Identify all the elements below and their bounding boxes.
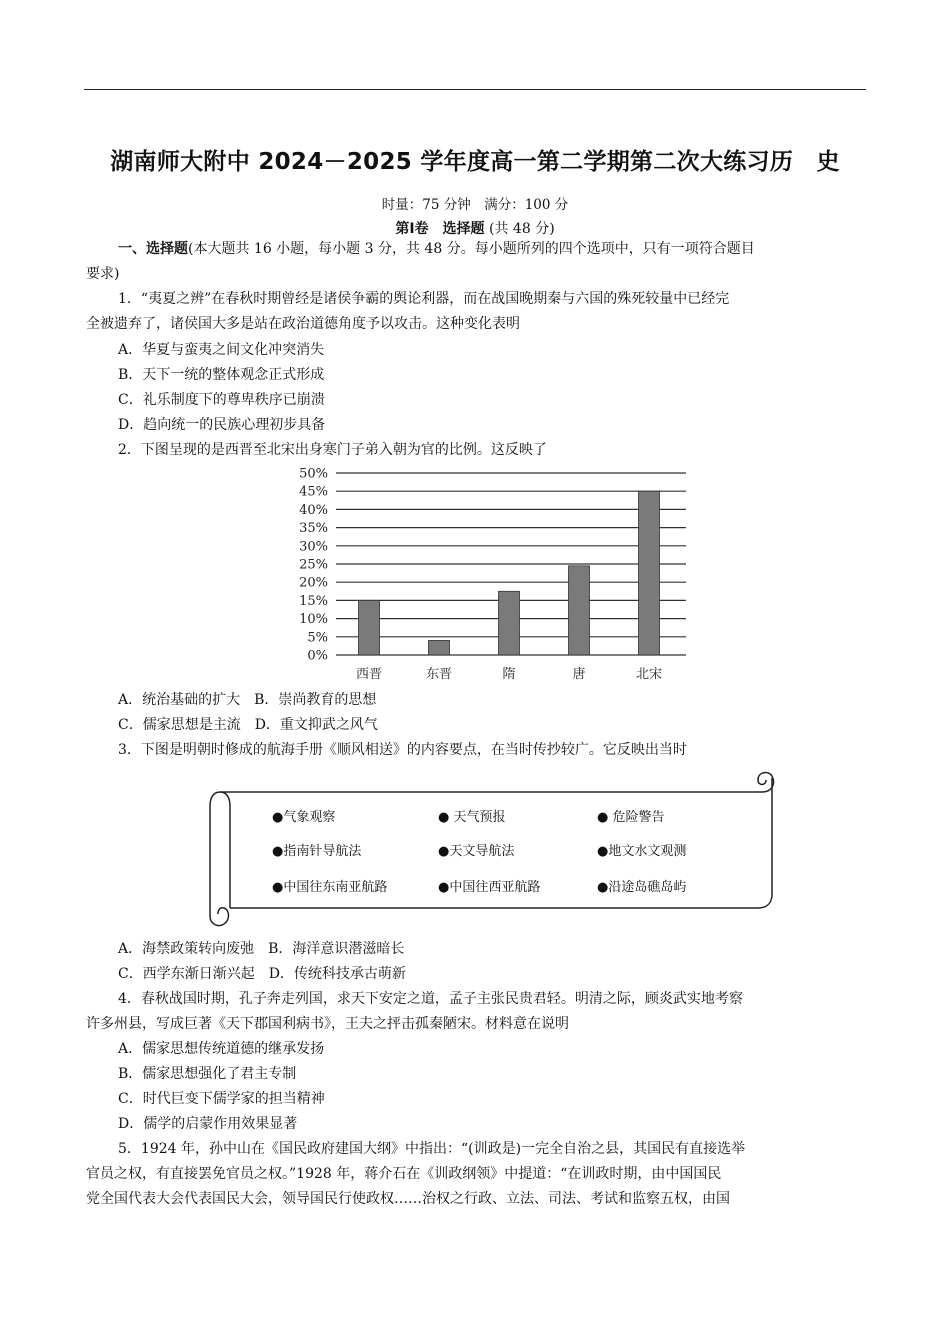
scroll-item: ●沿途岛礁岛屿 [597,880,687,895]
y-tick-label: 40% [299,502,328,518]
bar-chart [280,462,700,690]
x-tick-label: 唐 [572,667,586,682]
scroll-item: ●气象观察 [272,810,336,825]
section-heading [84,218,866,238]
y-tick-label: 30% [299,539,328,555]
y-tick-label: 25% [299,557,328,573]
scroll-item: ●地文水文观测 [597,844,687,859]
section-label: 第Ⅰ卷 选择题 [395,221,485,237]
q2-option-cd: C．儒家思想是主流 D．重文抑武之风气 [118,717,378,733]
q1-stem-line-2: 全被遗弃了，诸侯国大多是站在政治道德角度予以攻击。这种变化表明 [86,316,520,332]
y-tick-label: 0% [307,648,328,664]
y-tick-label: 20% [299,575,328,591]
page-title: 湖南师大附中 2024－2025 学年度高一第二学期第二次大练习历 史 [110,149,840,175]
scroll-item: ●指南针导航法 [272,844,362,859]
q3-stem: 3．下图是明朝时修成的航海手册《顺风相送》的内容要点，在当时传抄较广。它反映出当时 [118,742,687,758]
bar-唐 [569,566,590,655]
instructions-line-2: 要求) [86,266,120,282]
y-tick-label: 35% [299,521,328,537]
exam-meta: 时量：75 分钟 满分：100 分 [381,197,569,213]
q4-option-b: B．儒家思想强化了君主专制 [118,1066,297,1082]
q1-option-c: C．礼乐制度下的尊卑秩序已崩溃 [118,392,325,408]
q5-stem-line-1: 5．1924 年，孙中山在《国民政府建国大纲》中指出：“(训政是)一完全自治之县，其国民有直接选举 [118,1141,746,1157]
bar-隋 [499,591,520,655]
x-tick-label: 东晋 [425,667,453,682]
scroll-item: ● 天气预报 [438,810,506,825]
q2-stem: 2．下图呈现的是西晋至北宋出身寒门子弟入朝为官的比例。这反映了 [118,442,547,458]
q3-option-cd: C．西学东渐日渐兴起 D．传统科技承古萌新 [118,966,406,982]
q2-option-ab: A．统治基础的扩大 B．崇尚教育的思想 [118,692,377,708]
y-tick-label: 15% [299,593,328,609]
q1-option-d: D．趋向统一的民族心理初步具备 [118,417,326,433]
header-rule [84,89,866,90]
y-tick-label: 45% [299,484,328,500]
q1-option-a: A．华夏与蛮夷之间文化冲突消失 [118,342,325,358]
instructions-label: 一、选择题 [118,241,188,257]
q4-option-d: D．儒学的启蒙作用效果显著 [118,1116,298,1132]
q5-stem-line-3: 党全国代表大会代表国民大会，领导国民行使政权……治权之行政、立法、司法、考试和监察五权，由国 [86,1191,730,1207]
section-note: (共 48 分) [489,221,555,237]
scroll-item: ● 危险警告 [597,810,665,825]
q5-stem-line-2: 官员之权，有直接罢免官员之权。”1928 年，蒋介石在《训政纲领》中提道：“在训政时期，由中国国民 [86,1166,722,1182]
q1-option-b: B．天下一统的整体观念正式形成 [118,367,325,383]
y-tick-label: 5% [307,630,328,646]
q4-stem-line-2: 许多州县，写成巨著《天下郡国利病书》，王夫之抨击孤秦陋宋。材料意在说明 [86,1016,569,1032]
scroll-item: ●中国往东南亚航路 [272,880,388,895]
q1-stem-line-1: 1．“夷夏之辨”在春秋时期曾经是诸侯争霸的舆论利器，而在战国晚期秦与六国的殊死较量中已经完 [118,291,730,307]
q4-option-c: C．时代巨变下儒学家的担当精神 [118,1091,325,1107]
q3-option-ab: A．海禁政策转向废弛 B．海洋意识潜滋暗长 [118,941,405,957]
bar-西晋 [359,600,380,655]
x-tick-label: 隋 [502,667,516,682]
instructions-text: (本大题共 16 小题，每小题 3 分，共 48 分。每小题所列的四个选项中，只有一项符合题目 [188,241,755,257]
x-tick-label: 西晋 [355,667,383,682]
bar-北宋 [639,491,660,655]
y-tick-label: 10% [299,612,328,628]
instructions-line-1 [118,237,755,262]
scroll-item: ●天文导航法 [438,844,515,859]
scroll-item: ●中国往西亚航路 [438,880,541,895]
q4-option-a: A．儒家思想传统道德的继承发扬 [118,1041,325,1057]
y-tick-label: 50% [299,466,328,482]
q4-stem-line-1: 4．春秋战国时期，孔子奔走列国，求天下安定之道，孟子主张民贵君轻。明清之际，顾炎武实地考察 [118,991,743,1007]
bar-东晋 [429,640,450,655]
x-tick-label: 北宋 [635,667,663,682]
